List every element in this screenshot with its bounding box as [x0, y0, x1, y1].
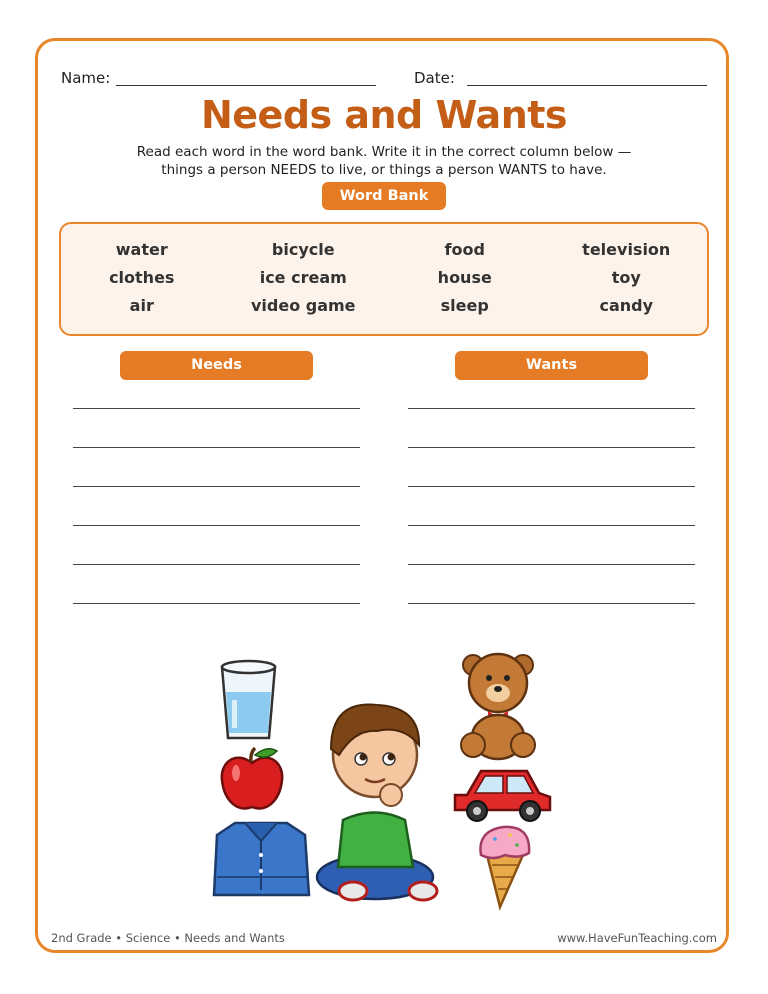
- word-bank-item: water: [115, 240, 168, 259]
- needs-answer-line[interactable]: [73, 564, 360, 565]
- word-bank-item: house: [437, 268, 492, 287]
- date-label: Date:: [414, 69, 455, 87]
- word-bank-item: candy: [599, 296, 654, 315]
- word-bank-item: clothes: [109, 268, 175, 287]
- wants-answer-line[interactable]: [408, 525, 695, 526]
- word-bank-item: toy: [611, 268, 641, 287]
- needs-column-header: Needs: [120, 351, 313, 380]
- word-bank-item: sleep: [440, 296, 489, 315]
- footer-website: www.HaveFunTeaching.com: [557, 931, 717, 945]
- wants-answer-line[interactable]: [408, 408, 695, 409]
- teddy-bear-icon: [461, 654, 535, 759]
- word-bank-label: Word Bank: [322, 182, 446, 210]
- thinking-boy-icon: [317, 705, 437, 900]
- wants-answer-line[interactable]: [408, 486, 695, 487]
- wants-answer-line[interactable]: [408, 603, 695, 604]
- toy-car-icon: [455, 771, 550, 821]
- word-bank-item: ice cream: [259, 268, 347, 287]
- date-field[interactable]: [467, 85, 707, 86]
- instructions: Read each word in the word bank. Write it in the correct column below — things a person NEEDS to live, or things a person WANTS to have.: [136, 144, 632, 178]
- name-field[interactable]: [116, 85, 376, 86]
- needs-answer-line[interactable]: [73, 525, 360, 526]
- ice-cream-cone-icon: [480, 827, 529, 907]
- glass-of-water-icon: [222, 661, 275, 738]
- name-label: Name:: [61, 69, 111, 87]
- needs-answer-line[interactable]: [73, 603, 360, 604]
- folded-shirt-icon: [214, 823, 309, 895]
- footer-course-info: 2nd Grade • Science • Needs and Wants: [51, 931, 285, 945]
- apple-icon: [222, 748, 282, 808]
- word-bank-item: television: [582, 240, 671, 259]
- needs-answer-line[interactable]: [73, 486, 360, 487]
- page-title: Needs and Wants: [200, 93, 568, 137]
- wants-answer-line[interactable]: [408, 447, 695, 448]
- needs-answer-line[interactable]: [73, 408, 360, 409]
- illustrations: [205, 645, 565, 915]
- wants-column-header: Wants: [455, 351, 648, 380]
- word-bank-item: bicycle: [271, 240, 335, 259]
- needs-answer-line[interactable]: [73, 447, 360, 448]
- word-bank-item: video game: [250, 296, 356, 315]
- word-bank: [59, 222, 709, 336]
- wants-answer-line[interactable]: [408, 564, 695, 565]
- word-bank-item: air: [129, 296, 154, 315]
- word-bank-item: food: [444, 240, 485, 259]
